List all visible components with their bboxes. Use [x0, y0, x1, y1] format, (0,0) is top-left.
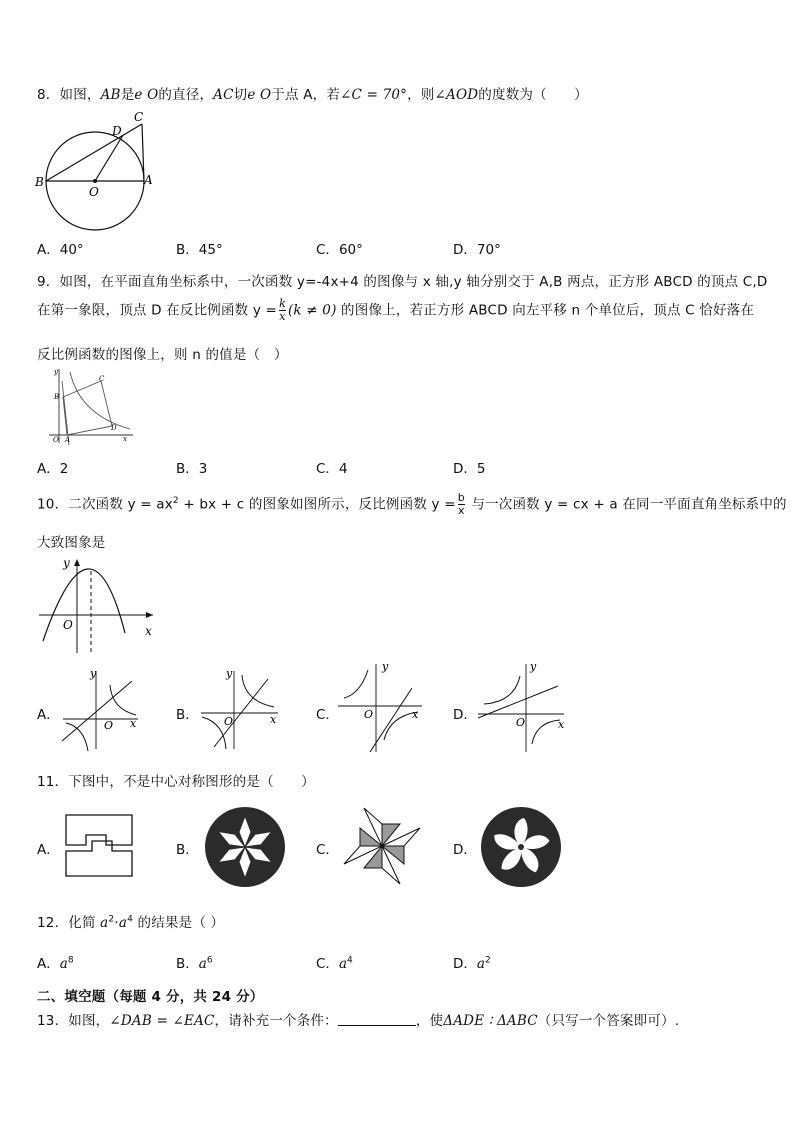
q10-d-hyperbola-2 — [532, 720, 560, 744]
q10-line2: 大致图象是 — [37, 535, 106, 551]
q13-answer-blank[interactable] — [338, 1013, 416, 1026]
q11-option-c-letter[interactable]: C． — [316, 842, 339, 858]
q10-label-y: y — [63, 556, 70, 570]
q10-label-o: O — [63, 618, 73, 632]
q9-label-b: B — [54, 393, 60, 401]
q9-fraction: $\frac{k}{x}$ — [279, 297, 286, 323]
svg-text:y: y — [382, 660, 389, 673]
q10-option-d-letter[interactable]: D． — [453, 707, 477, 723]
q11-a-shape-bottom — [66, 841, 132, 876]
q10-parabola — [43, 569, 125, 641]
q11-option-b-letter[interactable]: B． — [176, 842, 199, 858]
q10-parabola-figure — [35, 553, 165, 658]
q10-d-hyperbola-1 — [484, 676, 520, 704]
q8-label-o: O — [89, 185, 99, 199]
q8-stem: 8．如图，AB是e O的直径，AC切e O于点 A，若∠C = 70°，则∠AOD的度数为（ ） — [37, 87, 588, 103]
q9-option-d[interactable]: D．5 — [453, 461, 486, 477]
q9-square-figure — [45, 367, 140, 447]
q8-option-b[interactable]: B．45° — [176, 242, 223, 258]
q9-option-c[interactable]: C．4 — [316, 461, 348, 477]
q9-option-a[interactable]: A．2 — [37, 461, 69, 477]
q11-option-c-figure[interactable] — [342, 806, 422, 886]
q8-center-dot — [93, 179, 97, 183]
q9-label-c: C — [99, 375, 105, 383]
q9-line1: 9．如图，在平面直角坐标系中，一次函数 y=-4x+4 的图像与 x 轴,y 轴分别交于 A,B 两点，正方形 ABCD 的顶点 C,D — [37, 274, 768, 290]
q8-label-c: C — [134, 110, 144, 124]
q10-option-b-letter[interactable]: B． — [176, 707, 199, 723]
q10-c-hyperbola-1 — [344, 670, 368, 698]
svg-text:O: O — [224, 715, 234, 728]
q8-option-c[interactable]: C．60° — [316, 242, 363, 258]
q8-label-d: D — [112, 124, 122, 138]
q10-a-hyperbola-2 — [66, 723, 88, 751]
q10-option-a-letter[interactable]: A． — [37, 707, 60, 723]
q10-option-c-graph[interactable] — [336, 660, 426, 755]
q11-option-d-letter[interactable]: D． — [453, 842, 477, 858]
q9-line3: 反比例函数的图像上，则 n 的值是（ ） — [37, 347, 288, 363]
svg-text:x: x — [130, 717, 137, 730]
q12-option-d[interactable]: D．$a^2$ — [453, 955, 491, 972]
q8-circle-figure — [30, 108, 160, 233]
q9-line2: 在第一象限，顶点 D 在反比例函数 y = $\frac{k}{x}$ (k ≠ 0) 的图像上，若正方形 ABCD 向左平移 n 个单位后，顶点 C 恰好落在 — [37, 297, 755, 323]
q8-option-d[interactable]: D．70° — [453, 242, 501, 258]
q10-a-hyperbola-1 — [110, 685, 136, 715]
q11-option-a-letter[interactable]: A． — [37, 842, 60, 858]
q8-option-a[interactable]: A．40° — [37, 242, 84, 258]
q10-option-a-graph[interactable] — [58, 665, 143, 753]
svg-text:x: x — [412, 708, 419, 721]
svg-text:O: O — [516, 716, 526, 729]
q12-stem: 12．化简 $a^2\cdot a^4$ 的结果是（ ） — [37, 914, 225, 931]
q10-option-c-letter[interactable]: C． — [316, 707, 339, 723]
section-title: 二、填空题（每题 4 分，共 24 分） — [37, 989, 264, 1005]
q10-a-line — [62, 681, 132, 741]
q10-option-d-graph[interactable] — [474, 660, 569, 755]
q9-label-o: O — [53, 436, 59, 444]
q9-label-x: x — [123, 435, 127, 443]
q11-option-b-figure[interactable] — [204, 806, 286, 888]
q9-square-abcd — [63, 381, 112, 435]
q12-option-a[interactable]: A．$a^8$ — [37, 955, 74, 972]
q12-option-c[interactable]: C．$a^4$ — [316, 955, 353, 972]
svg-text:x: x — [270, 713, 277, 726]
q11-option-a-figure[interactable] — [64, 813, 134, 878]
q12-option-b[interactable]: B．$a^6$ — [176, 955, 213, 972]
q10-b-hyperbola-2 — [202, 717, 226, 749]
q9-label-y: y — [54, 368, 58, 376]
q8-label-b: B — [35, 175, 44, 189]
svg-text:y: y — [530, 660, 537, 673]
q10-fraction: $\frac{b}{x}$ — [457, 491, 465, 517]
svg-text:y: y — [226, 667, 233, 680]
q9-label-d: D — [111, 424, 117, 432]
q13-stem: 13．如图，∠DAB = ∠EAC，请补充一个条件： ，使ΔADE ∶ ΔABC（只写一个答案即可）. — [37, 1013, 680, 1029]
q10-label-x: x — [145, 624, 152, 638]
q11-c-pinwheel — [344, 808, 420, 884]
q8-line-od — [95, 135, 123, 181]
svg-text:x: x — [558, 718, 565, 731]
q10-d-line — [478, 686, 558, 718]
q10-option-b-graph[interactable] — [198, 665, 283, 753]
svg-text:y: y — [90, 667, 97, 680]
svg-text:O: O — [104, 719, 114, 732]
q10-line1: 10．二次函数 $y = ax^2$ + bx + c 的图象如图所示，反比例函数 y = $\frac{b}{x}$ 与一次函数 y = cx + a 在同一平面直角坐标系中的 — [37, 491, 787, 517]
q9-option-b[interactable]: B．3 — [176, 461, 208, 477]
q11-option-d-figure[interactable] — [480, 806, 562, 888]
q11-stem: 11．下图中，不是中心对称图形的是（ ） — [37, 774, 315, 790]
svg-text:O: O — [364, 708, 374, 721]
q9-label-a: A — [65, 436, 71, 444]
q8-label-a: A — [144, 173, 153, 187]
